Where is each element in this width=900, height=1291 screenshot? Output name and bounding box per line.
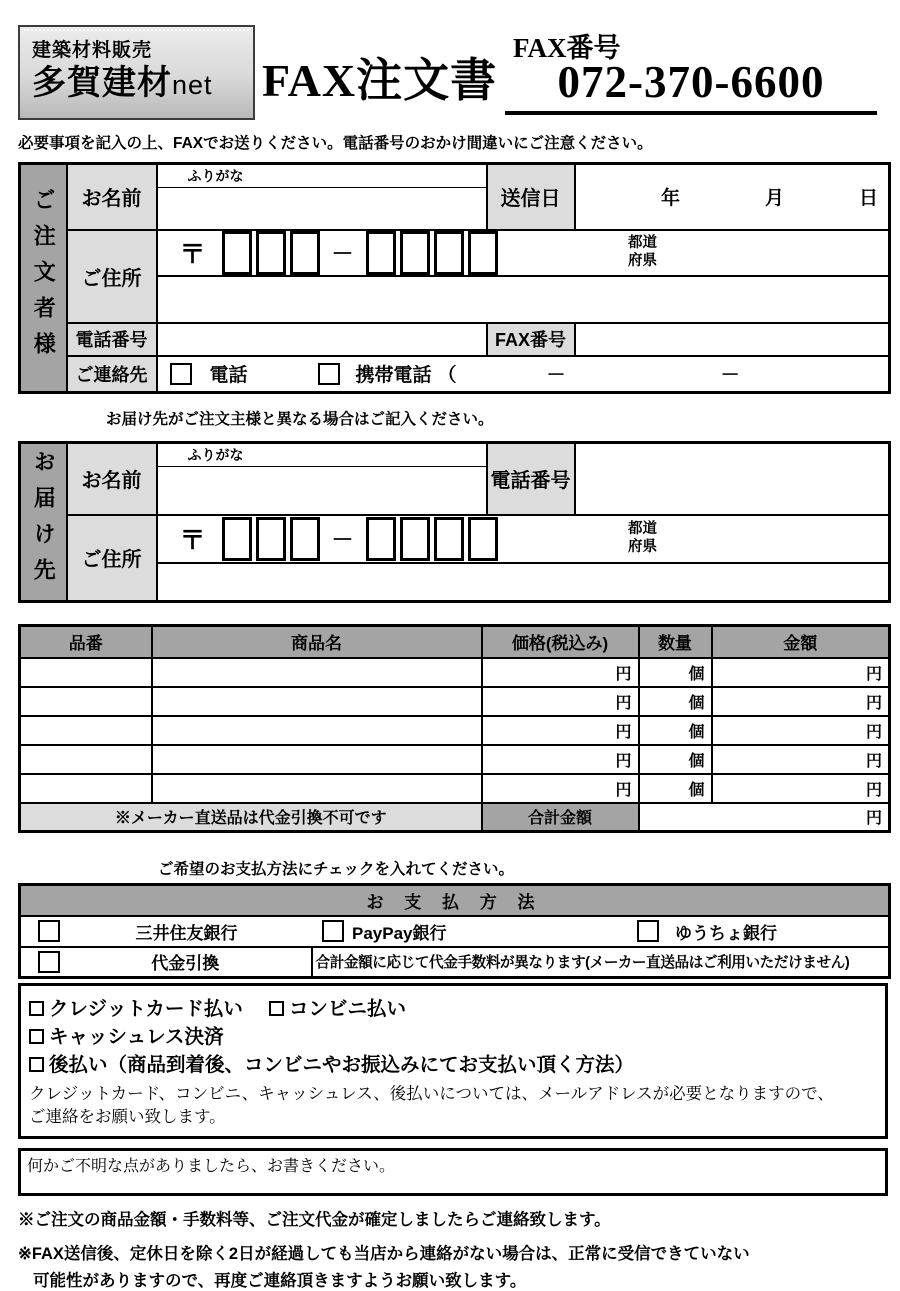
quantity-field[interactable]: 個	[639, 658, 712, 687]
bank-option	[623, 919, 885, 944]
contact-method-row	[157, 356, 890, 393]
bank-option	[21, 919, 313, 944]
item-number-field[interactable]	[20, 687, 152, 716]
konbini-checkbox[interactable]	[269, 1001, 284, 1016]
orderer-address-label: ご住所	[67, 230, 157, 323]
bank-smbc-label: 三井住友銀行	[135, 923, 238, 943]
bank-yucho-label: ゆうちょ銀行	[675, 923, 777, 943]
orderer-fax-label: FAX番号	[487, 323, 575, 356]
amount-field[interactable]: 円	[712, 745, 890, 774]
company-logo	[18, 25, 255, 120]
delivery-section-header: お届け先	[20, 443, 67, 602]
postal-dash: －	[331, 527, 354, 552]
deferred-label: 後払い（商品到着後、コンビニやお振込みにてお支払い頂く方法）	[49, 1055, 635, 1076]
quantity-field[interactable]: 個	[639, 774, 712, 803]
postal-digit-box[interactable]	[366, 231, 396, 275]
footer-note-1: ※ご注文の商品金額・手数料等、ご注文代金が確定しましたらご連絡致します。	[18, 1211, 611, 1229]
orderer-name-field[interactable]	[157, 188, 487, 230]
delivery-name-field[interactable]	[157, 467, 487, 515]
mobile-paren: （	[437, 365, 457, 387]
other-payment-box	[18, 983, 888, 1139]
product-name-field[interactable]	[152, 658, 482, 687]
credit-card-label: クレジットカード払い	[49, 998, 243, 1020]
orderer-tel-label: 電話番号	[67, 323, 157, 356]
bank-option	[313, 919, 623, 944]
logo-suffix: net	[172, 70, 213, 100]
contact-tel-checkbox[interactable]	[170, 363, 192, 385]
credit-card-checkbox[interactable]	[29, 1001, 44, 1016]
logo-tagline: 建築材料販売	[32, 40, 153, 61]
total-amount-field[interactable]: 円	[639, 803, 890, 832]
delivery-name-label: お名前	[67, 443, 157, 515]
page-header	[0, 0, 900, 134]
postal-digit-box[interactable]	[400, 517, 430, 561]
amount-field[interactable]: 円	[712, 716, 890, 745]
footer-note-3: 可能性がありますので、再度ご連絡頂きますようお願い致します。	[33, 1272, 527, 1290]
page-title: FAX注文書	[262, 55, 498, 106]
comment-box-label: 何かご不明な点がありましたら、お書きください。	[27, 1158, 396, 1175]
delivery-table	[18, 441, 891, 603]
product-name-field[interactable]	[152, 774, 482, 803]
cod-option	[20, 947, 312, 978]
price-field[interactable]: 円	[482, 774, 639, 803]
orderer-postal-row	[157, 230, 890, 276]
contact-tel-label: 電話	[209, 365, 248, 387]
contact-mobile-checkbox[interactable]	[318, 363, 340, 385]
delivery-tel-label: 電話番号	[487, 443, 575, 515]
mobile-dash: －	[546, 365, 566, 387]
price-field[interactable]: 円	[482, 745, 639, 774]
postal-digit-box[interactable]	[290, 231, 320, 275]
other-payment-line2	[29, 1023, 875, 1051]
postal-digit-box[interactable]	[256, 517, 286, 561]
month-label: 月	[764, 188, 784, 210]
postal-mark-icon: 〒	[179, 239, 206, 269]
cod-checkbox[interactable]	[38, 951, 60, 973]
cashless-label: キャッシュレス決済	[49, 1026, 224, 1048]
delivery-furigana-label: ふりがな	[157, 443, 487, 467]
postal-digit-box[interactable]	[256, 231, 286, 275]
prefecture-label: 都道 府県	[628, 520, 657, 556]
prefecture-label: 都道 府県	[628, 234, 657, 270]
price-field[interactable]: 円	[482, 687, 639, 716]
fax-number-value: 072-370-6600	[505, 56, 877, 115]
comment-box[interactable]	[18, 1148, 888, 1196]
amount-field[interactable]: 円	[712, 774, 890, 803]
delivery-postal-row	[157, 515, 890, 563]
quantity-field[interactable]: 個	[639, 745, 712, 774]
postal-digit-box[interactable]	[468, 231, 498, 275]
bank-smbc-checkbox[interactable]	[38, 920, 60, 942]
order-items-table	[18, 624, 891, 833]
postal-digit-box[interactable]	[290, 517, 320, 561]
item-number-field[interactable]	[20, 745, 152, 774]
konbini-label: コンビニ払い	[288, 998, 406, 1020]
quantity-field[interactable]: 個	[639, 716, 712, 745]
orderer-furigana-label: ふりがな	[157, 164, 487, 188]
other-payment-line1	[29, 995, 875, 1023]
footer-notes	[18, 1206, 900, 1291]
cashless-checkbox[interactable]	[29, 1029, 44, 1044]
postal-digit-box[interactable]	[434, 231, 464, 275]
orderer-address-field[interactable]	[157, 276, 890, 323]
payment-method-header: お 支 払 方 法	[20, 885, 890, 916]
logo-company-name: 多賀建材net	[32, 64, 213, 102]
bank-paypay-label: PayPay銀行	[352, 923, 447, 943]
col-header-item-number: 品番	[20, 626, 152, 658]
fax-number-label: FAX番号	[513, 33, 621, 63]
payment-method-table	[18, 883, 891, 979]
contact-mobile-label: 携帯電話	[355, 365, 432, 387]
cod-label: 代金引換	[151, 954, 220, 974]
payment-instruction: ご希望のお支払方法にチェックを入れてください。	[158, 861, 515, 878]
other-payment-line3	[29, 1051, 875, 1080]
contact-method-label: ご連絡先	[67, 356, 157, 393]
item-row	[20, 745, 890, 774]
delivery-address-label: ご住所	[67, 515, 157, 602]
email-required-note: クレジットカード、コンビニ、キャッシュレス、後払いについては、メールアドレスが必要となりますので、 ご連絡をお願い致します。	[29, 1084, 834, 1126]
postal-digit-box[interactable]	[366, 517, 396, 561]
deferred-checkbox[interactable]	[29, 1057, 44, 1072]
col-header-product-name: 商品名	[152, 626, 482, 658]
footer-note-2: ※FAX送信後、定休日を除く2日が経過しても当店から連絡がない場合は、正常に受信できていない	[18, 1245, 750, 1263]
postal-dash: －	[331, 241, 354, 266]
item-row	[20, 658, 890, 687]
amount-field[interactable]: 円	[712, 658, 890, 687]
mobile-dash: －	[720, 365, 740, 387]
postal-digit-box[interactable]	[222, 517, 252, 561]
item-number-field[interactable]	[20, 774, 152, 803]
direct-shipping-note: ※メーカー直送品は代金引換不可です	[20, 803, 482, 832]
orderer-fax-field[interactable]	[575, 323, 890, 356]
price-field[interactable]: 円	[482, 716, 639, 745]
item-row	[20, 687, 890, 716]
item-row	[20, 716, 890, 745]
orderer-tel-field[interactable]	[157, 323, 487, 356]
item-number-field[interactable]	[20, 716, 152, 745]
col-header-amount: 金額	[712, 626, 890, 658]
product-name-field[interactable]	[152, 745, 482, 774]
cod-fee-note: 合計金額に応じて代金手数料が異なります(メーカー直送品はご利用いただけません)	[312, 947, 890, 978]
day-label: 日	[858, 188, 878, 210]
send-date-field[interactable]	[575, 164, 890, 230]
form-instruction: 必要事項を記入の上、FAXでお送りください。電話番号のおかけ間違いにご注意ください。	[18, 135, 653, 152]
item-number-field[interactable]	[20, 658, 152, 687]
items-total-row	[20, 803, 890, 832]
bank-options-row	[20, 916, 890, 947]
amount-field[interactable]: 円	[712, 687, 890, 716]
postal-mark-icon: 〒	[179, 525, 206, 555]
delivery-note: お届け先がご注文主様と異なる場合はご記入ください。	[106, 411, 494, 428]
col-header-quantity: 数量	[639, 626, 712, 658]
item-row	[20, 774, 890, 803]
orderer-name-label: お名前	[67, 164, 157, 230]
send-date-label: 送信日	[487, 164, 575, 230]
bank-paypay-checkbox[interactable]	[322, 920, 344, 942]
delivery-tel-field[interactable]	[575, 443, 890, 515]
postal-digit-box[interactable]	[222, 231, 252, 275]
delivery-address-field[interactable]	[157, 563, 890, 602]
product-name-field[interactable]	[152, 716, 482, 745]
orderer-table	[18, 162, 891, 394]
price-field[interactable]: 円	[482, 658, 639, 687]
bank-yucho-checkbox[interactable]	[637, 920, 659, 942]
postal-digit-box[interactable]	[400, 231, 430, 275]
product-name-field[interactable]	[152, 687, 482, 716]
orderer-section-header: ご注文者様	[20, 164, 67, 393]
postal-digit-box[interactable]	[468, 517, 498, 561]
total-amount-label: 合計金額	[482, 803, 639, 832]
year-label: 年	[660, 188, 680, 210]
col-header-price: 価格(税込み)	[482, 626, 639, 658]
quantity-field[interactable]: 個	[639, 687, 712, 716]
postal-digit-box[interactable]	[434, 517, 464, 561]
